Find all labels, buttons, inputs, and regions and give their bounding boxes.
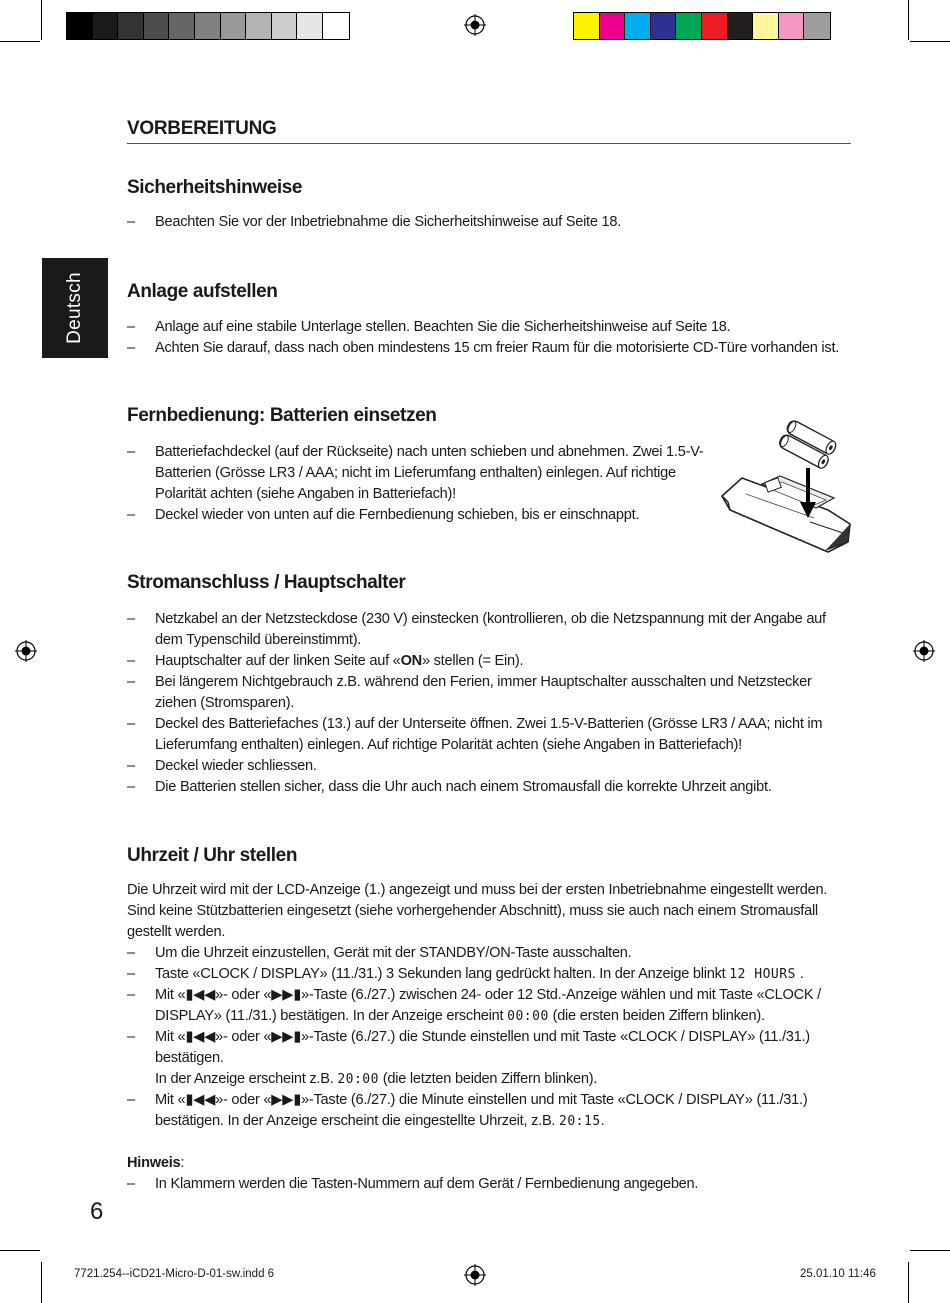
- skip-back-icon: ▮◀◀: [185, 1092, 216, 1108]
- text: Taste «CLOCK / DISPLAY» (11./31.) 3 Sekunden lang gedrückt halten. In der Anzeige blinkt: [155, 966, 730, 982]
- list-item: – Batteriefachdeckel (auf der Rückseite) nach unten schieben und abnehmen. Zwei 1.5-V-Batterien (Grösse LR3 / AAA; nicht im Lieferumfang enthalten) einlegen. Auf richtige Polarität achten (siehe Angaben in Batteriefach)!: [127, 442, 707, 505]
- section-safety-body: [127, 212, 851, 233]
- list-item: [127, 964, 851, 985]
- color-swatch: [272, 13, 298, 39]
- skip-back-icon: ▮◀◀: [185, 987, 216, 1003]
- skip-forward-icon: ▶▶▮: [271, 987, 302, 1003]
- section-title-setup: Anlage aufstellen: [127, 281, 278, 302]
- text: (die letzten beiden Ziffern blinken).: [378, 1071, 598, 1087]
- text: (die ersten beiden Ziffern blinken).: [548, 1008, 765, 1024]
- lcd-readout: 20:15: [559, 1114, 601, 1129]
- color-swatch: [221, 13, 247, 39]
- color-swatch: [625, 13, 651, 39]
- note-label: Hinweis: [127, 1155, 181, 1171]
- text: »-Taste (6./27.) die Stunde einstellen und mit Taste «CLOCK / DISPLAY» (11./31.) bestätigen.: [155, 1029, 810, 1066]
- list-item: [127, 1090, 851, 1132]
- color-swatch: [574, 13, 600, 39]
- text: .: [600, 1113, 605, 1129]
- list-item: – Deckel wieder von unten auf die Fernbedienung schieben, bis er einschnappt.: [127, 505, 707, 526]
- color-swatch: [702, 13, 728, 39]
- text: »-Taste (6./27.) zwischen 24- oder 12 Std.-Anzeige wählen und mit Taste «CLOCK / DISPLAY» (11./31.) bestätigen. In der Anzeige erscheint: [155, 987, 821, 1024]
- lcd-readout: 12 HOURS: [729, 967, 796, 982]
- list-item: – Bei längerem Nichtgebrauch z.B. während den Ferien, immer Hauptschalter ausschalten und Netzstecker ziehen (Stromsparen).: [127, 672, 851, 714]
- text: Mit «: [155, 987, 186, 1003]
- list-item: – Um die Uhrzeit einzustellen, Gerät mit der STANDBY/ON-Taste ausschalten.: [127, 943, 851, 964]
- color-swatch: [195, 13, 221, 39]
- color-swatch: [600, 13, 626, 39]
- color-swatch: [169, 13, 195, 39]
- list-item: – In Klammern werden die Tasten-Nummern auf dem Gerät / Fernbedienung angegeben.: [127, 1174, 851, 1195]
- text: .: [795, 966, 804, 982]
- list-item: [127, 1027, 851, 1090]
- section-setup-body: [127, 317, 851, 359]
- crop-mark: [0, 1250, 40, 1251]
- text: Hauptschalter auf der linken Seite auf «: [155, 653, 401, 669]
- color-swatch: [728, 13, 754, 39]
- language-tab: [42, 258, 108, 358]
- section-title-clock: Uhrzeit / Uhr stellen: [127, 845, 298, 866]
- lcd-readout: 20:00: [337, 1072, 379, 1087]
- list-item: – Achten Sie darauf, dass nach oben mindestens 15 cm freier Raum für die motorisierte CD-Türe vorhanden ist.: [127, 338, 851, 359]
- language-tab-label: Deutsch: [64, 272, 85, 344]
- clock-intro: Die Uhrzeit wird mit der LCD-Anzeige (1.) angezeigt und muss bei der ersten Inbetriebnahme eingestellt werden. Sind keine Stützbatterien eingesetzt (siehe vorhergehender Abschnitt), muss sie auch nach einem Stromausfall gestellt werden.: [127, 882, 828, 940]
- skip-back-icon: ▮◀◀: [185, 1029, 216, 1045]
- page-title: VORBEREITUNG: [127, 118, 851, 144]
- text: » stellen (= Ein).: [421, 653, 524, 669]
- footer-date: 25.01.10 11:46: [800, 1268, 876, 1280]
- list-item: [127, 985, 851, 1027]
- color-swatch: [779, 13, 805, 39]
- color-swatch: [118, 13, 144, 39]
- text: Mit «: [155, 1029, 186, 1045]
- crop-mark: [908, 1262, 909, 1303]
- color-swatch: [144, 13, 170, 39]
- registration-mark-icon: [464, 14, 486, 36]
- section-clock-body: [127, 880, 851, 1195]
- list-item: [127, 651, 851, 672]
- list-item: – Deckel des Batteriefaches (13.) auf der Unterseite öffnen. Zwei 1.5-V-Batterien (Grösse LR3 / AAA; nicht im Lieferumfang enthalten) einlegen. Auf richtige Polarität achten (siehe Angaben in Batteriefach)!: [127, 714, 851, 756]
- text: Mit «: [155, 1092, 186, 1108]
- color-calibration-bar: [573, 12, 831, 40]
- crop-mark: [910, 41, 950, 42]
- section-title-remote: Fernbedienung: Batterien einsetzen: [127, 405, 437, 426]
- color-swatch: [246, 13, 272, 39]
- section-power-body: [127, 609, 851, 798]
- color-swatch: [753, 13, 779, 39]
- registration-mark-icon: [464, 1264, 486, 1286]
- section-title-safety: Sicherheitshinweise: [127, 177, 303, 198]
- color-swatch: [676, 13, 702, 39]
- skip-forward-icon: ▶▶▮: [271, 1092, 302, 1108]
- text: »- oder «: [215, 987, 272, 1003]
- crop-mark: [0, 41, 40, 42]
- color-swatch: [67, 13, 93, 39]
- registration-mark-icon: [15, 640, 37, 662]
- color-swatch: [804, 13, 830, 39]
- footer-filename: 7721.254--iCD21-Micro-D-01-sw.indd 6: [74, 1268, 275, 1280]
- section-title-power: Stromanschluss / Hauptschalter: [127, 572, 406, 593]
- skip-forward-icon: ▶▶▮: [271, 1029, 302, 1045]
- lcd-readout: 00:00: [507, 1009, 549, 1024]
- note: [127, 1153, 851, 1174]
- list-item: – Deckel wieder schliessen.: [127, 756, 851, 777]
- list-item: – Beachten Sie vor der Inbetriebnahme die Sicherheitshinweise auf Seite 18.: [127, 212, 851, 233]
- list-item: – Die Batterien stellen sicher, dass die Uhr auch nach einem Stromausfall die korrekte Uhrzeit angibt.: [127, 777, 851, 798]
- color-swatch: [323, 13, 349, 39]
- remote-battery-illustration: [718, 418, 854, 558]
- crop-mark: [41, 1262, 42, 1303]
- color-swatch: [93, 13, 119, 39]
- list-item: – Anlage auf eine stabile Unterlage stellen. Beachten Sie die Sicherheitshinweise auf Seite 18.: [127, 317, 851, 338]
- color-swatch: [297, 13, 323, 39]
- crop-mark: [910, 1250, 950, 1251]
- list-item: – Netzkabel an der Netzsteckdose (230 V) einstecken (kontrollieren, ob die Netzspannung mit der Angabe auf dem Typenschild übereinstimmt).: [127, 609, 851, 651]
- text: :: [180, 1155, 185, 1171]
- crop-mark: [908, 0, 909, 40]
- on-switch-label: ON: [400, 653, 422, 669]
- gray-calibration-bar: [66, 12, 350, 40]
- section-remote-body: [127, 442, 707, 526]
- page-number: 6: [90, 1198, 104, 1225]
- text: »- oder «: [215, 1029, 272, 1045]
- registration-mark-icon: [913, 640, 935, 662]
- text: »-Taste (6./27.) die Minute einstellen und mit Taste «CLOCK / DISPLAY» (11./31.) bestätigen. In der Anzeige erscheint die eingestellte Uhrzeit, z.B.: [155, 1092, 808, 1129]
- color-swatch: [651, 13, 677, 39]
- crop-mark: [41, 0, 42, 40]
- text: »- oder «: [215, 1092, 272, 1108]
- text: In der Anzeige erscheint z.B.: [155, 1071, 338, 1087]
